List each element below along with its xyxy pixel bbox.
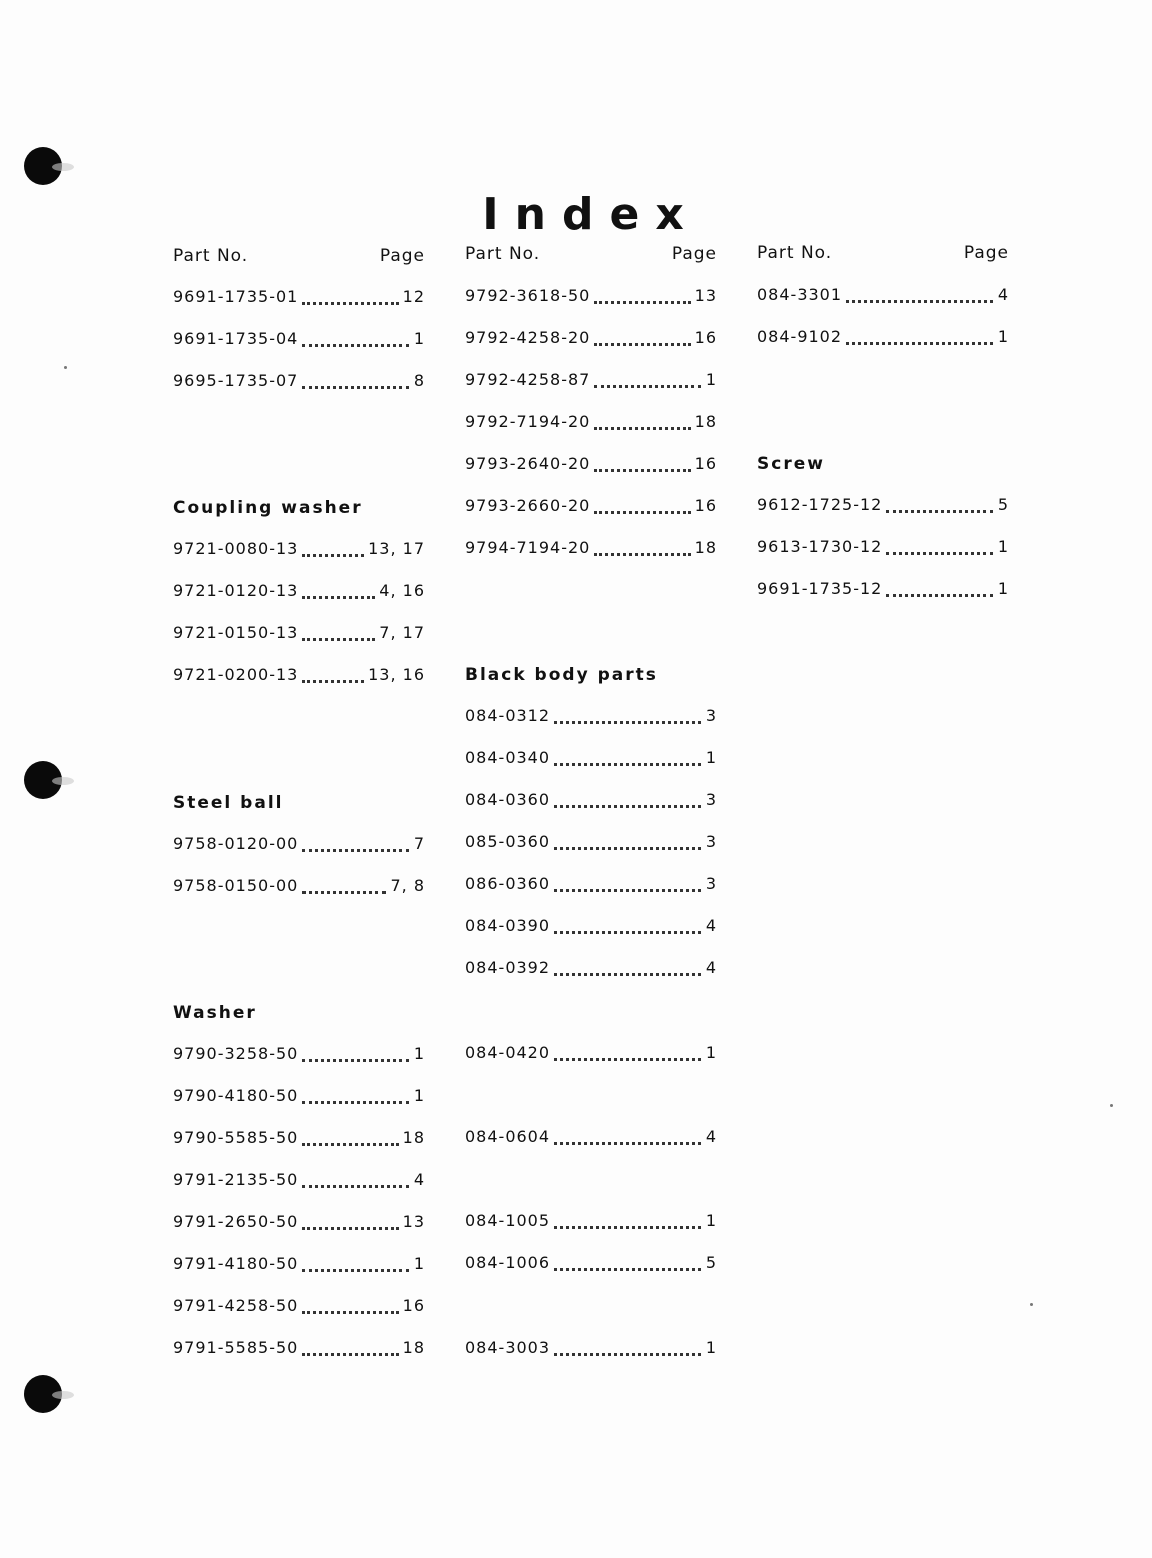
index-entry — [465, 706, 717, 728]
dot-leader — [594, 339, 690, 346]
section-title-washer: Washer — [173, 1003, 257, 1023]
index-entry — [465, 370, 717, 392]
dot-leader — [846, 338, 993, 345]
dot-leader — [302, 1181, 409, 1188]
part-number: 084-3301 — [757, 285, 843, 304]
index-entry — [465, 454, 717, 476]
page-number: 1 — [413, 329, 425, 348]
index-entry — [465, 916, 717, 938]
index-entry — [173, 834, 425, 856]
dot-leader — [302, 382, 409, 389]
index-entry — [173, 1128, 425, 1150]
page-number: 16 — [402, 1296, 425, 1315]
page-number: 18 — [694, 412, 717, 431]
column-header — [757, 243, 1009, 267]
page-number: 3 — [705, 874, 717, 893]
page-number: 1 — [705, 1043, 717, 1062]
dot-leader — [554, 1054, 701, 1061]
dot-leader — [886, 548, 993, 555]
part-number: 084-3003 — [465, 1338, 551, 1357]
part-number: 084-0390 — [465, 916, 551, 935]
column-header — [173, 246, 425, 270]
dot-leader — [594, 549, 690, 556]
index-column-3 — [757, 0, 1009, 1558]
dot-leader — [302, 1139, 398, 1146]
paper-speck — [64, 366, 67, 369]
part-number: 9721-0080-13 — [173, 539, 299, 558]
index-entry — [465, 286, 717, 308]
index-entry — [465, 1211, 717, 1233]
dot-leader — [302, 1097, 409, 1104]
page-number: 4 — [705, 916, 717, 935]
part-number: 085-0360 — [465, 832, 551, 851]
dot-leader — [554, 843, 701, 850]
index-entry — [173, 876, 425, 898]
page-number: 4 — [413, 1170, 425, 1189]
column-header — [465, 244, 717, 268]
dot-leader — [594, 381, 701, 388]
page-number: 7, 8 — [390, 876, 425, 895]
index-entry — [173, 1296, 425, 1318]
index-entry — [465, 538, 717, 560]
dot-leader — [846, 296, 993, 303]
part-number: 084-0312 — [465, 706, 551, 725]
page-number: 5 — [997, 495, 1009, 514]
index-entry — [173, 1212, 425, 1234]
index-entry — [465, 1043, 717, 1065]
index-entry — [465, 958, 717, 980]
page-number: 4 — [997, 285, 1009, 304]
dot-leader — [302, 592, 375, 599]
dot-leader — [302, 340, 409, 347]
index-entry — [173, 371, 425, 393]
dot-leader — [554, 969, 701, 976]
part-number: 9791-4258-50 — [173, 1296, 299, 1315]
index-entry — [173, 665, 425, 687]
index-entry — [465, 1253, 717, 1275]
part-number: 084-0420 — [465, 1043, 551, 1062]
part-number: 084-0360 — [465, 790, 551, 809]
part-number: 9792-7194-20 — [465, 412, 591, 431]
part-number: 9790-3258-50 — [173, 1044, 299, 1063]
page-number: 13, 16 — [368, 665, 425, 684]
part-number: 9793-2640-20 — [465, 454, 591, 473]
binder-hole-bottom — [24, 1375, 62, 1413]
part-number: 9691-1735-04 — [173, 329, 299, 348]
dot-leader — [554, 1264, 701, 1271]
index-entry — [173, 581, 425, 603]
page-number: 7, 17 — [379, 623, 425, 642]
index-entry — [465, 328, 717, 350]
binder-hole-middle — [24, 761, 62, 799]
part-number: 9793-2660-20 — [465, 496, 591, 515]
index-column-1 — [173, 0, 425, 1558]
dot-leader — [594, 297, 690, 304]
paper-speck — [1110, 1104, 1113, 1107]
page-number: 13 — [402, 1212, 425, 1231]
page-number: 18 — [402, 1128, 425, 1147]
page-number: 1 — [705, 1211, 717, 1230]
page-number: 1 — [413, 1254, 425, 1273]
page-number: 1 — [997, 327, 1009, 346]
dot-leader — [302, 676, 364, 683]
part-number: 9792-3618-50 — [465, 286, 591, 305]
index-entry — [173, 1044, 425, 1066]
part-number: 084-1005 — [465, 1211, 551, 1230]
part-number: 9794-7194-20 — [465, 538, 591, 557]
page-number: 1 — [705, 370, 717, 389]
part-no-header: Part No. — [757, 243, 833, 263]
page-header: Page — [963, 243, 1009, 263]
dot-leader — [594, 423, 690, 430]
page-number: 4 — [705, 1127, 717, 1146]
dot-leader — [302, 887, 386, 894]
section-title-steel-ball: Steel ball — [173, 793, 284, 813]
index-entry — [757, 537, 1009, 559]
part-number: 9612-1725-12 — [757, 495, 883, 514]
index-entry — [465, 748, 717, 770]
page-number: 1 — [413, 1086, 425, 1105]
dot-leader — [594, 465, 690, 472]
dot-leader — [554, 801, 701, 808]
part-number: 9691-1735-01 — [173, 287, 299, 306]
section-title-screw: Screw — [757, 454, 825, 474]
page-header: Page — [671, 244, 717, 264]
index-entry — [757, 495, 1009, 517]
index-entry — [173, 1338, 425, 1360]
page-number: 16 — [694, 328, 717, 347]
dot-leader — [554, 759, 701, 766]
index-entry — [465, 874, 717, 896]
part-number: 9790-4180-50 — [173, 1086, 299, 1105]
page-number: 1 — [705, 1338, 717, 1357]
part-number: 9791-2135-50 — [173, 1170, 299, 1189]
dot-leader — [554, 1222, 701, 1229]
section-title-black-body-parts: Black body parts — [465, 665, 658, 685]
dot-leader — [302, 550, 364, 557]
part-number: 9758-0150-00 — [173, 876, 299, 895]
index-entry — [173, 623, 425, 645]
dot-leader — [302, 298, 398, 305]
part-number: 084-0604 — [465, 1127, 551, 1146]
part-number: 9758-0120-00 — [173, 834, 299, 853]
index-column-2 — [465, 0, 717, 1558]
dot-leader — [886, 590, 993, 597]
dot-leader — [302, 845, 409, 852]
index-entry — [465, 1338, 717, 1360]
part-number: 9792-4258-87 — [465, 370, 591, 389]
part-no-header: Part No. — [173, 246, 249, 266]
dot-leader — [554, 927, 701, 934]
part-number: 084-0392 — [465, 958, 551, 977]
part-number: 9695-1735-07 — [173, 371, 299, 390]
index-entry — [757, 285, 1009, 307]
part-number: 086-0360 — [465, 874, 551, 893]
page-number: 13 — [694, 286, 717, 305]
part-number: 9791-4180-50 — [173, 1254, 299, 1273]
page-number: 18 — [402, 1338, 425, 1357]
dot-leader — [302, 1055, 409, 1062]
index-entry — [465, 412, 717, 434]
dot-leader — [302, 1307, 398, 1314]
dot-leader — [886, 506, 993, 513]
dot-leader — [302, 1265, 409, 1272]
part-number: 9792-4258-20 — [465, 328, 591, 347]
page-number: 4, 16 — [379, 581, 425, 600]
page-number: 1 — [705, 748, 717, 767]
page-number: 4 — [705, 958, 717, 977]
index-entry — [757, 327, 1009, 349]
index-entry — [173, 1086, 425, 1108]
page-number: 1 — [997, 537, 1009, 556]
dot-leader — [594, 507, 690, 514]
page-header: Page — [379, 246, 425, 266]
part-number: 9791-2650-50 — [173, 1212, 299, 1231]
part-number: 9613-1730-12 — [757, 537, 883, 556]
binder-hole-top — [24, 147, 62, 185]
page-number: 18 — [694, 538, 717, 557]
page-number: 12 — [402, 287, 425, 306]
page-number: 1 — [997, 579, 1009, 598]
page-number: 3 — [705, 706, 717, 725]
index-entry — [757, 579, 1009, 601]
index-entry — [173, 329, 425, 351]
index-entry — [465, 1127, 717, 1149]
dot-leader — [554, 1349, 701, 1356]
dot-leader — [554, 717, 701, 724]
part-number: 9791-5585-50 — [173, 1338, 299, 1357]
part-no-header: Part No. — [465, 244, 541, 264]
page-number: 13, 17 — [368, 539, 425, 558]
section-title-coupling-washer: Coupling washer — [173, 498, 363, 518]
index-entry — [173, 1254, 425, 1276]
dot-leader — [302, 1223, 398, 1230]
part-number: 9721-0150-13 — [173, 623, 299, 642]
dot-leader — [554, 885, 701, 892]
page-number: 5 — [705, 1253, 717, 1272]
index-entry — [465, 790, 717, 812]
part-number: 9691-1735-12 — [757, 579, 883, 598]
part-number: 084-9102 — [757, 327, 843, 346]
part-number: 084-0340 — [465, 748, 551, 767]
index-entry — [465, 496, 717, 518]
part-number: 9721-0120-13 — [173, 581, 299, 600]
page-title: Index — [482, 189, 700, 241]
dot-leader — [554, 1138, 701, 1145]
dot-leader — [302, 634, 375, 641]
part-number: 9721-0200-13 — [173, 665, 299, 684]
part-number: 084-1006 — [465, 1253, 551, 1272]
page-number: 16 — [694, 496, 717, 515]
index-entry — [173, 287, 425, 309]
dot-leader — [302, 1349, 398, 1356]
part-number: 9790-5585-50 — [173, 1128, 299, 1147]
page-number: 8 — [413, 371, 425, 390]
index-entry — [173, 1170, 425, 1192]
page-number: 3 — [705, 832, 717, 851]
index-entry — [465, 832, 717, 854]
index-entry — [173, 539, 425, 561]
page-number: 1 — [413, 1044, 425, 1063]
page-number: 7 — [413, 834, 425, 853]
page-number: 3 — [705, 790, 717, 809]
page-number: 16 — [694, 454, 717, 473]
paper-speck — [1030, 1303, 1033, 1306]
